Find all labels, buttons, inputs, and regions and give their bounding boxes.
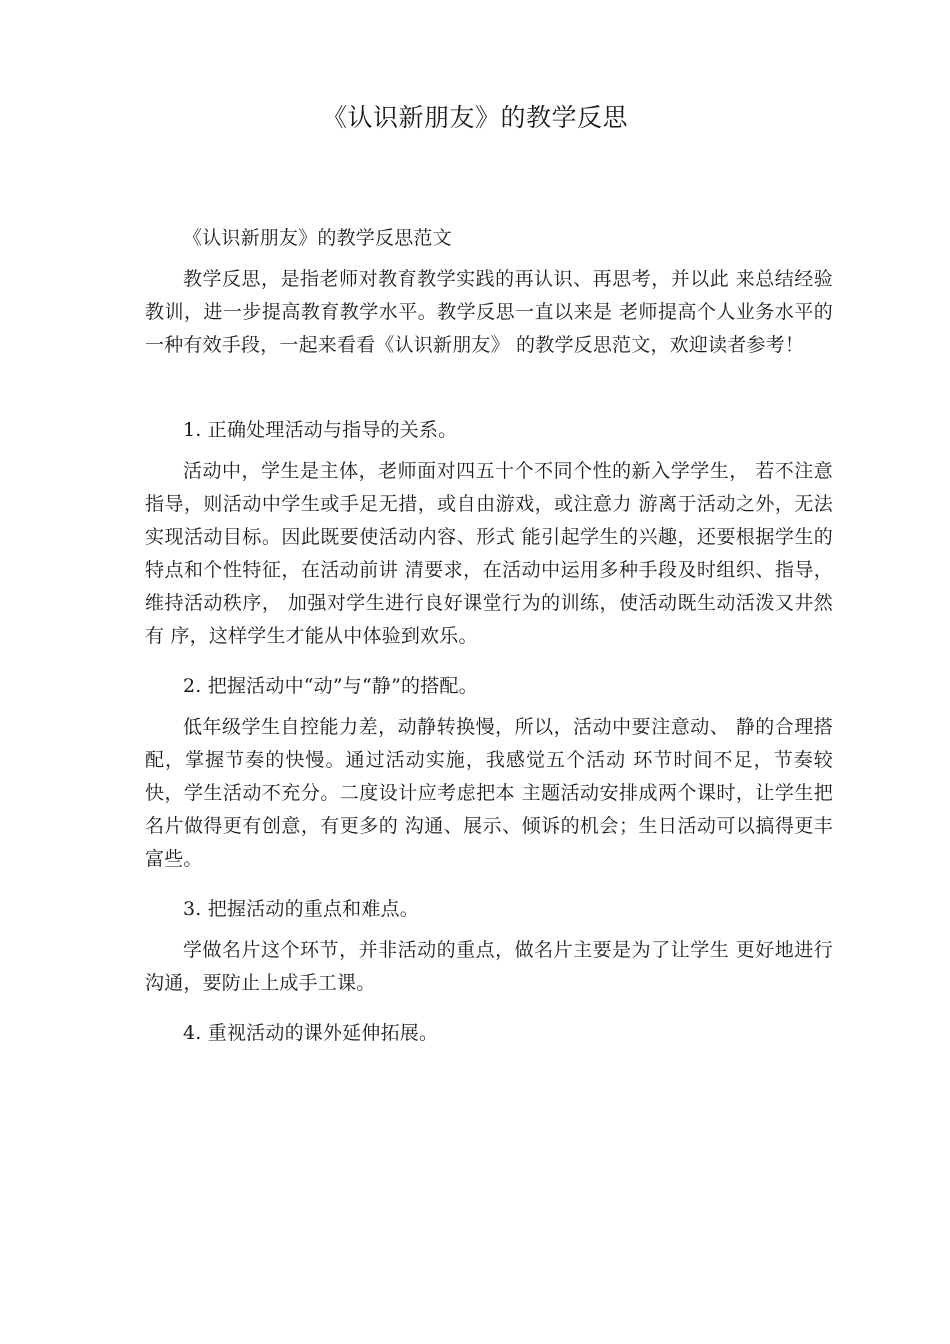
document-body: [145, 222, 833, 1058]
section-paragraph-1: 活动中，学生是主体，老师面对四五十个不同个性的新入学学生， 若不注意指导，则活动中学生或手足无措，或自由游戏，或注意力 游离于活动之外，无法实现活动目标。因此既要使活动内容、形式 能引起学生的兴趣，还要根据学生的特点和个性特征，在活动前讲 清要求，在活动中运用多种手段及时组织、指导，维持活动秩序， 加强对学生进行良好课堂行为的训练，使活动既生动活泼又井然有 序，这样学生才能从中体验到欢乐。: [145, 460, 833, 647]
section-paragraph-3: 学做名片这个环节，并非活动的重点，做名片主要是为了让学生 更好地进行沟通，要防止上成手工课。: [145, 939, 833, 994]
section-paragraph-2: 低年级学生自控能力差，动静转换慢，所以，活动中要注意动、 静的合理搭配，掌握节奏的快慢。通过活动实施，我感觉五个活动 环节时间不足，节奏较快，学生活动不充分。二度设计应考虑把本 主题活动安排成两个课时，让学生把名片做得更有创意，有更多的 沟通、展示、倾诉的机会；生日活动可以搞得更丰富些。: [145, 716, 833, 870]
section-heading-3: 3. 把握活动的重点和难点。: [183, 898, 419, 920]
document-subtitle: 《认识新朋友》的教学反思范文: [183, 227, 452, 249]
intro-paragraph: 教学反思，是指老师对教育教学实践的再认识、再思考，并以此 来总结经验教训，进一步提高教育教学水平。教学反思一直以来是 老师提高个人业务水平的一种有效手段，一起来看看《认识新朋友》 的教学反思范文，欢迎读者参考！: [145, 268, 833, 356]
section-heading-4: 4. 重视活动的课外延伸拓展。: [183, 1022, 439, 1044]
section-heading-1: 1. 正确处理活动与指导的关系。: [183, 419, 458, 441]
document-title: 《认识新朋友》的教学反思: [321, 103, 628, 132]
section-heading-2: 2. 把握活动中“动”与“静”的搭配。: [183, 675, 478, 697]
